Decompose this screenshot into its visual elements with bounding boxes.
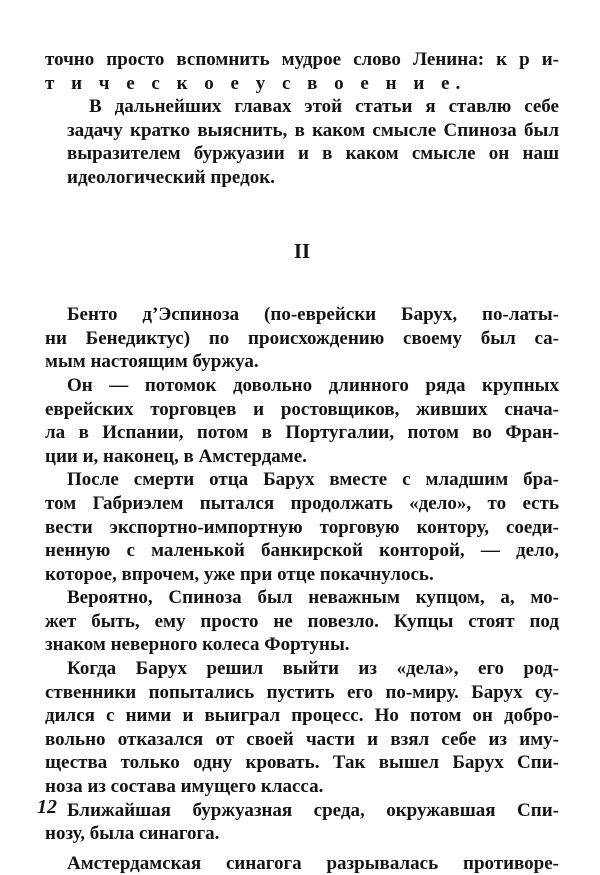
text-line: мым настоящим буржуа.: [45, 351, 259, 373]
text-line: Когда Барух решил выйти из «дела», его род-: [67, 658, 559, 680]
text-line: Ближайшая буржуазная среда, окружавшая Спи-: [67, 799, 559, 821]
paragraph: [45, 95, 559, 189]
text-line: которое, впрочем, уже при отце покачнулось.: [45, 563, 434, 585]
text-line: ни Бенедиктус) по происхождению своему был са-: [45, 327, 559, 349]
text-line: ненную с маленькой банкирской конторой, — дело,: [45, 540, 559, 562]
text-line: После смерти отца Барух вместе с младшим бра-: [67, 469, 559, 491]
text-line: ственники попытались пустить его по-миру. Барух су-: [45, 681, 559, 703]
text-line: щества только одну кровать. Так вышел Барух Спи-: [45, 752, 559, 774]
text-line: Он — потомок довольно длинного ряда крупных: [67, 374, 559, 396]
paragraph: [45, 657, 559, 799]
text-line: дился с ними и выиграл процесс. Но потом он добро-: [45, 705, 559, 727]
text-line: нозу, была синагога.: [45, 823, 220, 845]
paragraph: [45, 799, 559, 846]
text-line: ла в Испании, потом в Португалии, потом во Фран-: [45, 422, 559, 444]
text-line: выразителем буржуазии и в каком смысле он наш: [67, 143, 559, 165]
text-line: еврейских торговцев и ростовщиков, живших снача-: [45, 398, 559, 420]
paragraph: [45, 303, 559, 374]
paragraph: [45, 586, 559, 657]
text-line: В дальнейших главах этой статьи я ставлю себе: [89, 96, 559, 118]
text-line: вольно отказался от своей части и взял себе из иму-: [45, 728, 559, 750]
page-number: 12: [37, 796, 57, 818]
text-line: вести экспортно-импортную торговую контору, соеди-: [45, 516, 559, 538]
paragraph-continued: [45, 48, 559, 95]
text-line: точно просто вспомнить мудрое слово Ленина: к р и-: [45, 49, 559, 70]
paragraph: [45, 852, 559, 875]
page-body: [45, 48, 559, 875]
text-line: ции и, наконец, в Амстердаме.: [45, 445, 307, 467]
section-heading: II: [293, 238, 311, 263]
text-line: жет быть, ему просто не повезло. Купцы стоят под: [45, 610, 559, 632]
text-line: идеологический предок.: [67, 166, 275, 188]
text-line: Вероятно, Спиноза был неважным купцом, а, мо-: [67, 587, 559, 609]
text-line: Амстердамская синагога разрывалась противоре-: [67, 852, 559, 874]
text-line: знаком неверного колеса Фортуны.: [45, 634, 350, 656]
text-line: Бенто д’Эспиноза (по-еврейски Барух, по-латы-: [67, 304, 559, 326]
text-line: том Габриэлем пытался продолжать «дело», то есть: [45, 492, 559, 514]
paragraph: [45, 374, 559, 468]
paragraph: [45, 468, 559, 586]
text-line: ноза из состава имущего класса.: [45, 776, 324, 798]
text-line: задачу кратко выяснить, в каком смысле Спиноза был: [67, 119, 559, 141]
text-line-emphasized: т и ч е с к о е у с в о е н и е.: [45, 72, 467, 94]
